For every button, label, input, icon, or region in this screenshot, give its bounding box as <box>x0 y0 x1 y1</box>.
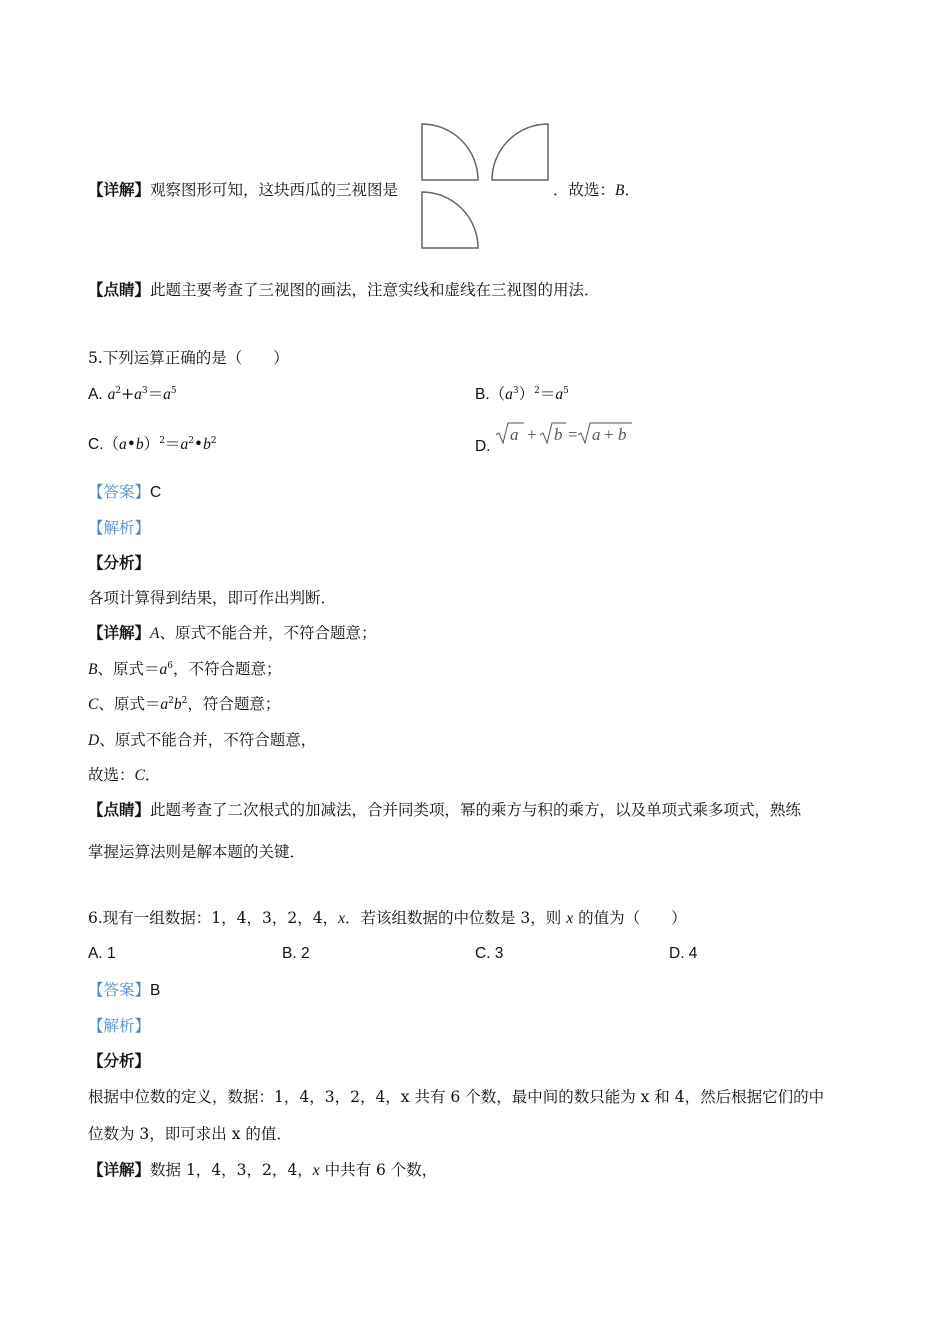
detail-tag: 【详解】 <box>88 180 151 199</box>
svg-text:a: a <box>510 425 519 444</box>
q5-fenxi-tag: 【分析】 <box>88 553 151 572</box>
detail-text: 观察图形可知，这块西瓜的三视图是 <box>150 181 399 199</box>
q5-detail-b: B、原式$=a^6$，不符合题意； <box>88 660 282 678</box>
q5-answer <box>88 482 161 503</box>
svg-text:+: + <box>527 425 537 444</box>
q5-detail-c: C、原式$=a^2b^2$，符合题意； <box>88 695 281 713</box>
q5-option-d-label: D. <box>475 438 491 455</box>
svg-text:+: + <box>604 425 614 444</box>
svg-text:b: b <box>554 425 563 444</box>
q5-analysis-tag: 【解析】 <box>88 519 151 537</box>
q5-fenxi-text: 各项计算得到结果，即可作出判断． <box>88 589 337 607</box>
side-view-quarter <box>492 124 548 180</box>
q5-detail-d: D、原式不能合并，不符合题意， <box>88 731 317 749</box>
q6-fenxi-line1: 根据中位数的定义，数据：1，4，3，2，4，x 共有 6 个数，最中间的数只能为 x 和 4，然后根据它们的中 <box>88 1088 825 1106</box>
q4-detail-after: ．故选：B． <box>553 181 640 199</box>
q6-option-d: D. 4 <box>669 945 698 962</box>
q5-option-a: A. $a^2+a^3=a^5$ <box>88 385 177 403</box>
answer-tag: 【答案】 <box>88 483 151 501</box>
q4-comment-line <box>88 280 600 300</box>
q6-detail: 【详解】数据 1，4，3，2，4，x 中共有 6 个数， <box>88 1160 438 1179</box>
q6-answer: 【答案】B <box>88 981 161 999</box>
q5-option-c: $C.(a•b)^2=a^2•b^2$ <box>88 435 217 453</box>
q6-option-a: A. 1 <box>88 945 116 962</box>
q5-option-d-formula <box>494 420 639 446</box>
front-view-quarter <box>422 124 478 180</box>
q6-fenxi-line2: 位数为 3，即可求出 x 的值． <box>88 1125 292 1143</box>
q5-comment-line1: 【点睛】此题考查了二次根式的加减法，合并同类项，幂的乘方与积的乘方，以及单项式乘多项式，熟练 <box>88 800 802 819</box>
q6-fenxi-tag: 【分析】 <box>88 1051 151 1070</box>
answer-value: C <box>150 484 162 501</box>
q5-comment-line2: 掌握运算法则是解本题的关键． <box>88 843 306 861</box>
comment-text: 此题主要考查了三视图的画法，注意实线和虚线在三视图的用法． <box>150 281 600 299</box>
q5-detail-a: 【详解】A、原式不能合并，不符合题意； <box>88 623 377 642</box>
three-view-figure <box>420 122 550 252</box>
q4-detail-line <box>88 180 398 200</box>
q5-option-b: $B.(a^3)^2=a^5$ <box>475 385 569 403</box>
q5-conclusion: 故选：C． <box>88 766 161 784</box>
svg-text:a: a <box>592 425 601 444</box>
q5-stem: 5.下列运算正确的是（ ） <box>88 349 289 367</box>
q6-option-c: C. 3 <box>475 945 504 962</box>
svg-text:b: b <box>618 425 627 444</box>
q6-stem: 6.现有一组数据：1，4，3，2，4，x．若该组数据的中位数是 3，则 x 的值为（ ） <box>88 909 687 927</box>
q6-analysis-tag: 【解析】 <box>88 1017 151 1035</box>
q6-option-b: B. 2 <box>282 945 310 962</box>
comment-tag: 【点睛】 <box>88 280 151 299</box>
svg-text:=: = <box>568 425 578 444</box>
top-view-quarter <box>422 192 478 248</box>
